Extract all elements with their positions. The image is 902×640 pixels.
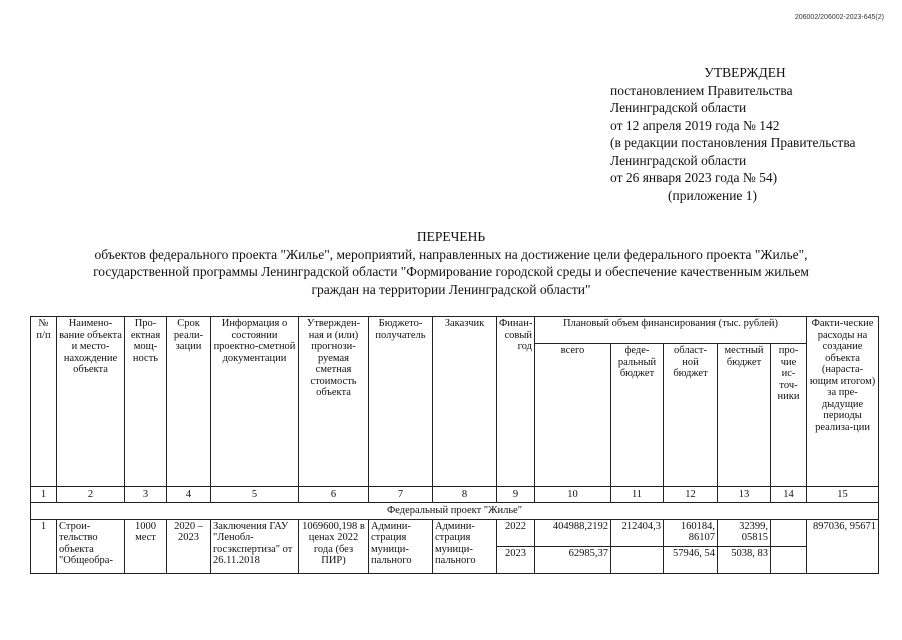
column-number: 12	[664, 487, 718, 503]
column-number: 13	[718, 487, 771, 503]
header-total: всего	[535, 344, 611, 487]
header-capacity: Про-ектная мощ-ность	[125, 317, 167, 487]
cell-customer: Админи-страция муници-пального	[433, 519, 497, 573]
approval-stamp	[610, 64, 890, 204]
title-heading: ПЕРЕЧЕНЬ	[416, 229, 486, 244]
cell-year: 2022	[497, 519, 535, 546]
header-local: местный бюджет	[718, 344, 771, 487]
column-number: 10	[535, 487, 611, 503]
cell-total: 62985,37	[535, 546, 611, 573]
approval-line: постановлением Правительства	[610, 82, 793, 98]
approval-line: от 12 апреля 2019 года № 142	[610, 117, 780, 133]
document-title	[0, 228, 902, 298]
cell-capacity: 1000 мест	[125, 519, 167, 573]
cell-other	[771, 546, 807, 573]
column-number: 1	[31, 487, 57, 503]
header-row	[31, 317, 879, 344]
header-term: Срок реали-зации	[167, 317, 211, 487]
header-num: № п/п	[31, 317, 57, 487]
header-regional: област-ной бюджет	[664, 344, 718, 487]
title-line: государственной программы Ленинградской области "Формирование городской среды и обеспечение качественным жильем	[93, 264, 809, 279]
cell-term: 2020 – 2023	[167, 519, 211, 573]
cell-docs: Заключения ГАУ "Ленобл-госэкспертиза" от 26.11.2018	[211, 519, 299, 573]
column-number-row	[31, 487, 879, 503]
financing-table	[30, 316, 879, 574]
column-number: 4	[167, 487, 211, 503]
header-docs: Информация о состоянии проектно-сметной документации	[211, 317, 299, 487]
cell-local: 32399, 05815	[718, 519, 771, 546]
cell-cost: 1069600,198 в ценах 2022 года (без ПИР)	[299, 519, 369, 573]
column-number: 7	[369, 487, 433, 503]
column-number: 15	[807, 487, 879, 503]
header-federal: феде-ральный бюджет	[611, 344, 664, 487]
approval-appendix: (приложение 1)	[668, 187, 758, 203]
cell-actual: 897036, 95671	[807, 519, 879, 573]
title-line: граждан на территории Ленинградской области"	[311, 281, 591, 297]
cell-federal	[611, 546, 664, 573]
header-actual: Факти-ческие расходы на создание объекта (нараста-ющим итогом) за пре-дыдущие периоды реализа-ции	[807, 317, 879, 487]
column-number: 14	[771, 487, 807, 503]
header-other: про-чие ис-точ-ники	[771, 344, 807, 487]
approval-line: Ленинградской области	[610, 152, 747, 168]
header-customer: Заказчик	[433, 317, 497, 487]
document-id: 206002/206002-2023-645(2)	[794, 14, 884, 21]
cell-federal: 212404,3	[611, 519, 664, 546]
header-year: Финан-совый год	[497, 317, 535, 487]
cell-total: 404988,2192	[535, 519, 611, 546]
approval-heading: УТВЕРЖДЕН	[704, 65, 786, 80]
column-number: 2	[57, 487, 125, 503]
column-number: 8	[433, 487, 497, 503]
column-number: 11	[611, 487, 664, 503]
cell-num: 1	[31, 519, 57, 573]
table-row	[31, 519, 879, 546]
header-recipient: Бюджето-получатель	[369, 317, 433, 487]
header-plan-group: Плановый объем финансирования (тыс. рублей)	[535, 317, 807, 344]
cell-regional: 57946, 54	[664, 546, 718, 573]
cell-year: 2023	[497, 546, 535, 573]
header-cost: Утвержден-ная и (или) прогнози-руемая сметная стоимость объекта	[299, 317, 369, 487]
approval-line: от 26 января 2023 года № 54)	[610, 170, 778, 185]
cell-regional: 160184, 86107	[664, 519, 718, 546]
approval-line: (в редакции постановления Правительства	[610, 135, 856, 150]
cell-local: 5038, 83	[718, 546, 771, 573]
cell-name: Строи-тельство объекта "Общеобра-	[57, 519, 125, 573]
column-number: 3	[125, 487, 167, 503]
section-title: Федеральный проект "Жилье"	[31, 503, 879, 520]
title-line: объектов федерального проекта "Жилье", мероприятий, направленных на достижение цели федерального проекта "Жилье",	[94, 246, 808, 262]
header-name: Наимено-вание объекта и место-нахождение объекта	[57, 317, 125, 487]
column-number: 5	[211, 487, 299, 503]
section-row	[31, 503, 879, 520]
column-number: 6	[299, 487, 369, 503]
cell-recipient: Админи-страция муници-пального	[369, 519, 433, 573]
cell-other	[771, 519, 807, 546]
column-number: 9	[497, 487, 535, 503]
approval-line: Ленинградской области	[610, 100, 747, 115]
